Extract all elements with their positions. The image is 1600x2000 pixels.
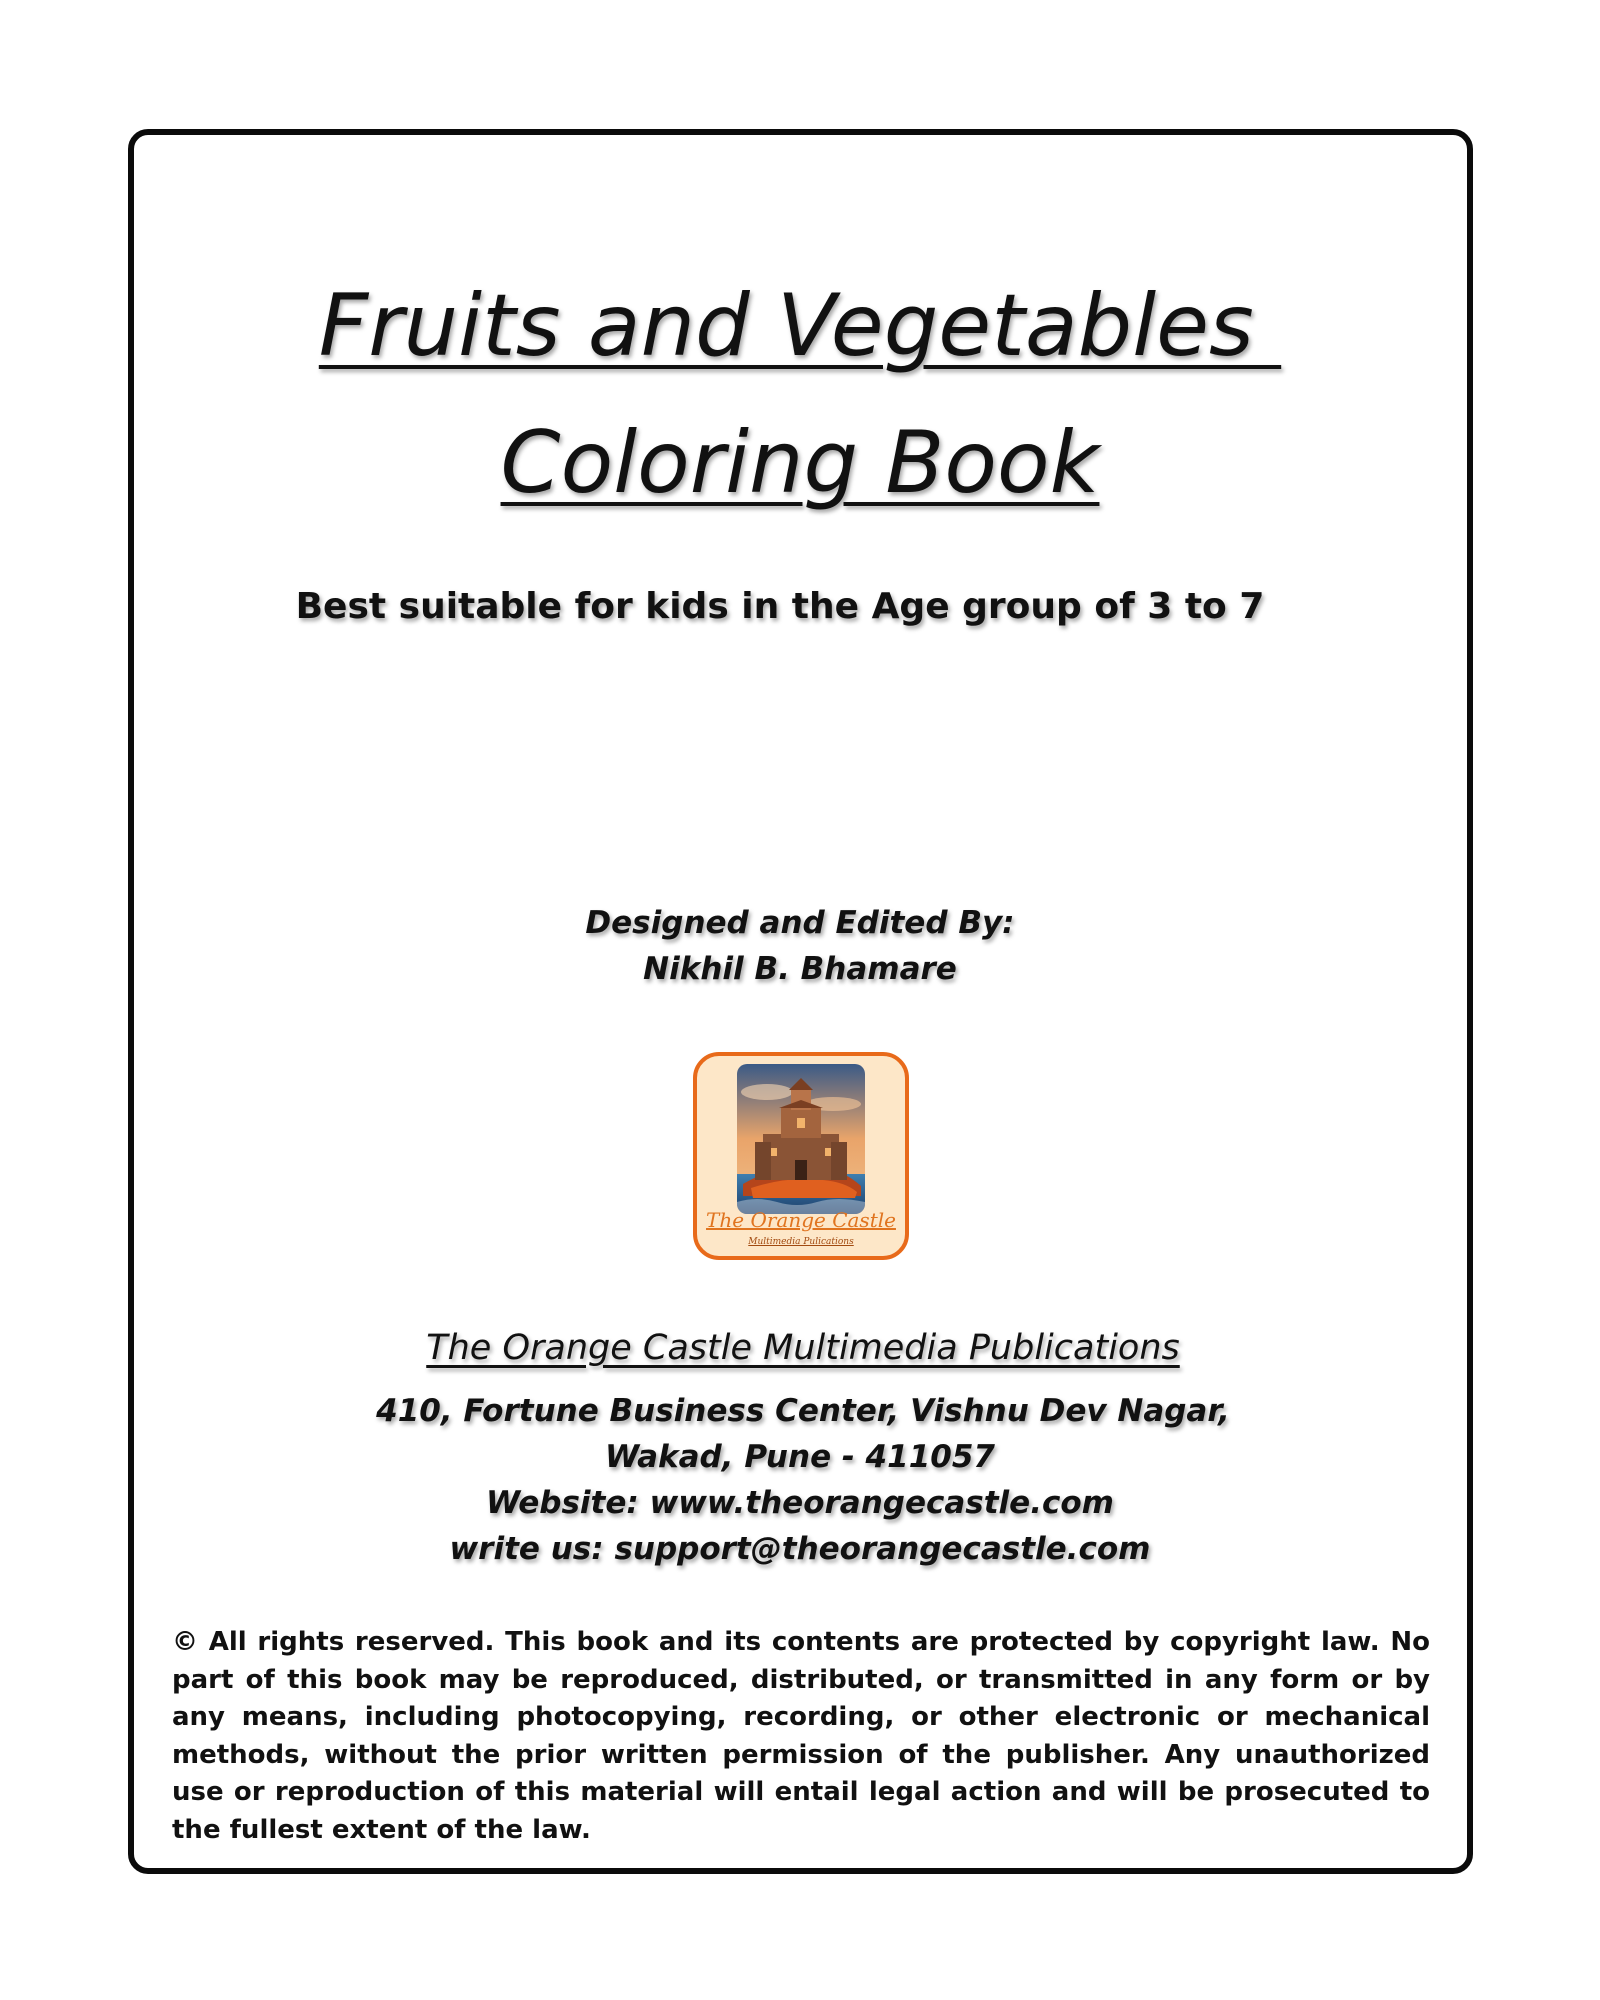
publisher-address-line-1: 410, Fortune Business Center, Vishnu Dev Nagar,: [376, 1393, 1230, 1429]
credits-label: Designed and Edited By:: [585, 905, 1015, 941]
publisher-website: Website: www.theorangecastle.com: [486, 1485, 1114, 1521]
logo-tagline: Multimedia Pulications: [748, 1237, 854, 1247]
publisher-email: write us: support@theorangecastle.com: [449, 1531, 1151, 1567]
book-title-line-2: Coloring Book: [500, 413, 1100, 513]
page-border: [128, 129, 1473, 1874]
publisher-logo: [693, 1052, 909, 1260]
credits-name: Nikhil B. Bhamare: [643, 951, 957, 987]
castle-illustration: [737, 1064, 865, 1214]
age-group-subtitle: Best suitable for kids in the Age group of 3 to 7: [295, 586, 1265, 627]
logo-brand-name: The Orange Castle: [706, 1208, 896, 1232]
publisher-address-line-2: Wakad, Pune - 411057: [605, 1439, 995, 1475]
publisher-name: The Orange Castle Multimedia Publications: [426, 1328, 1180, 1368]
copyright-notice: © All rights reserved. This book and its contents are protected by copyright law. No part of this book may be reproduced, distributed, or transmitted in any form or by any means, including photocopying, recording, or other electronic or mechanical methods, without the prior written permission of the publisher. Any unauthorized use or reproduction of this material will entail legal action and will be prosecuted to the fullest extent of the law.: [172, 1627, 1430, 1845]
book-title-line-1: Fruits and Vegetables: [318, 276, 1282, 376]
